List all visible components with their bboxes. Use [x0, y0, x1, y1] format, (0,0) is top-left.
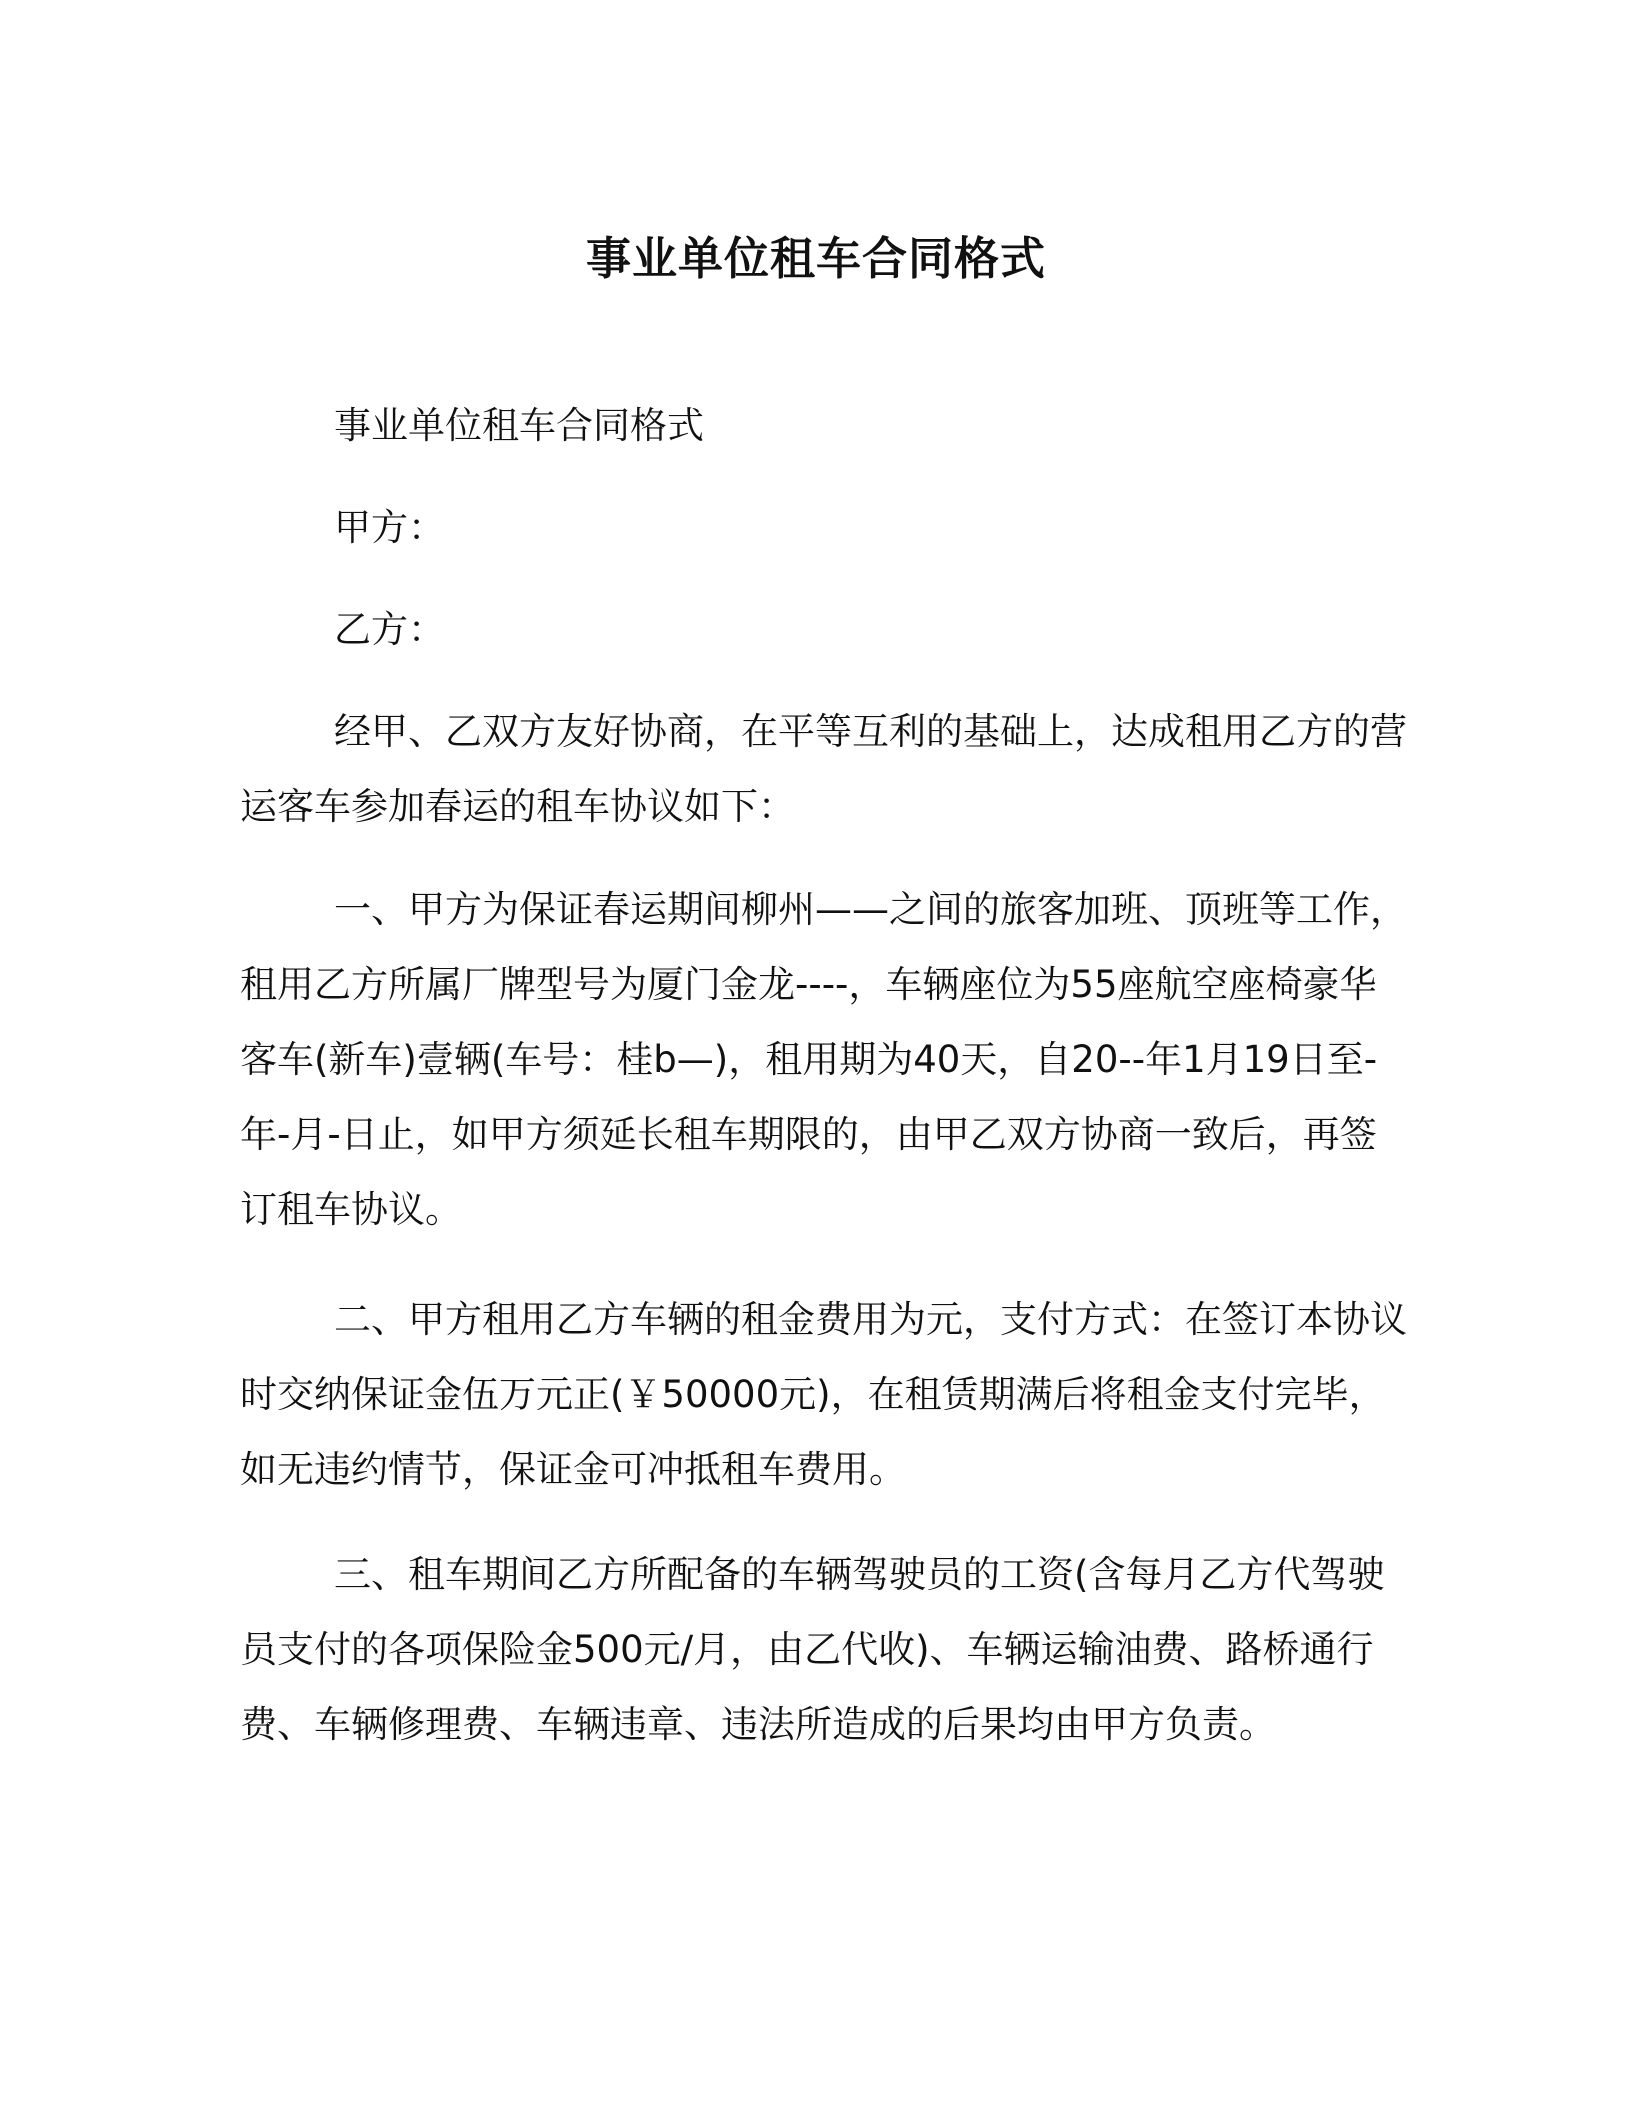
party-b-label: 乙方： — [334, 608, 445, 651]
document-subtitle: 事业单位租车合同格式 — [334, 404, 704, 447]
paragraph-intro: 经甲、乙双方友好协商，在平等互利的基础上，达成租用乙方的营运客车参加春运的租车协议如下： — [240, 710, 1407, 828]
party-a-label: 甲方： — [334, 506, 445, 549]
paragraph-clause-3: 三、租车期间乙方所配备的车辆驾驶员的工资(含每月乙方代驾驶员支付的各项保险金500元/月，由乙代收)、车辆运输油费、路桥通行费、车辆修理费、车辆违章、违法所造成的后果均由甲方负责。 — [240, 1553, 1385, 1746]
paragraph-clause-1: 一、甲方为保证春运期间柳州——之间的旅客加班、顶班等工作，租用乙方所属厂牌型号为厦门金龙----，车辆座位为55座航空座椅豪华客车(新车)壹辆(车号：桂b—)，租用期为40天，自20--年1月19日至-年-月-日止，如甲方须延长租车期限的，由甲乙双方协商一致后，再签订租车协议。 — [240, 888, 1407, 1231]
paragraph-clause-2: 二、甲方租用乙方车辆的租金费用为元，支付方式：在签订本协议时交纳保证金伍万元正(￥50000元)，在租赁期满后将租金支付完毕，如无违约情节，保证金可冲抵租车费用。 — [240, 1298, 1407, 1491]
document-title: 事业单位租车合同格式 — [585, 232, 1046, 285]
